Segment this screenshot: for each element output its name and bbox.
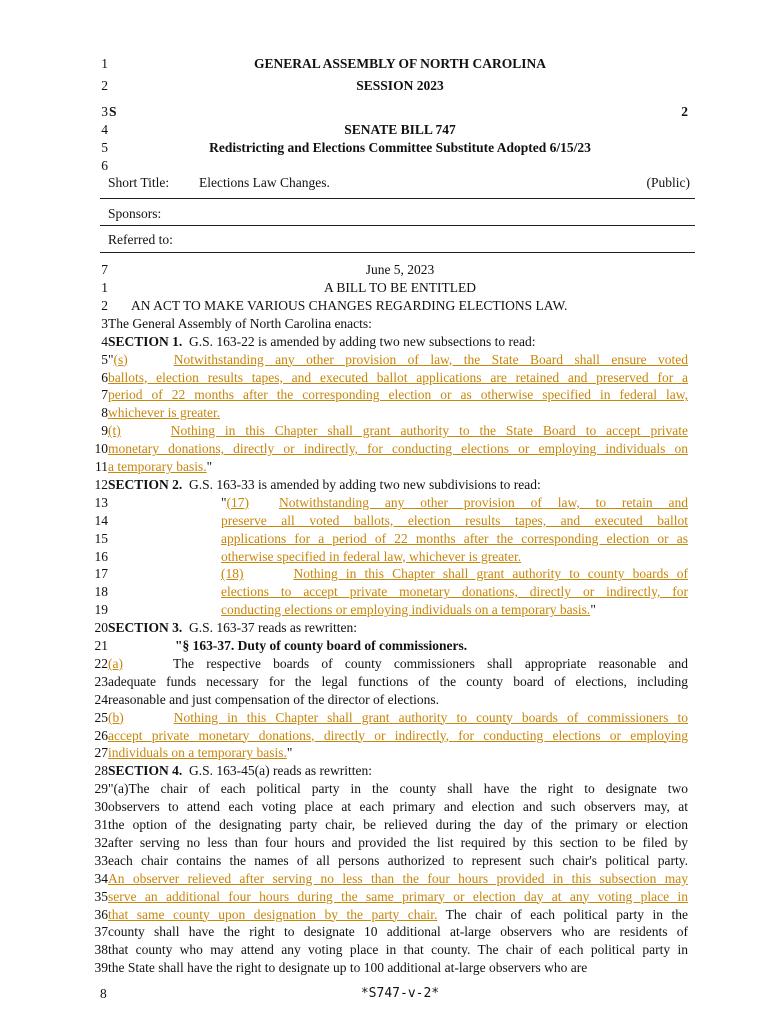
inserted-text: (s)	[113, 351, 128, 367]
line-number: 4	[101, 333, 108, 349]
bill-line	[108, 744, 688, 762]
line-number: 35	[94, 888, 108, 904]
act-title: AN ACT TO MAKE VARIOUS CHANGES REGARDING ELECTIONS LAW.	[131, 297, 568, 313]
bill-line	[108, 404, 688, 422]
line-number: 3	[101, 104, 108, 119]
inserted-text: that same county upon designation by the party chair.	[108, 906, 438, 922]
bill-line	[108, 691, 688, 709]
bill-line	[108, 315, 688, 333]
line-number: 9	[101, 423, 108, 439]
inserted-text: Nothing in this Chapter shall grant authority to county boards of	[293, 566, 688, 582]
line-number: 14	[94, 512, 108, 528]
inserted-text: a temporary basis.	[108, 459, 207, 474]
bill-text: adequate funds necessary for the legal functions of the county board of elections, including	[108, 673, 688, 689]
bill-line	[108, 458, 688, 476]
line-number: 38	[94, 942, 108, 958]
bill-line	[108, 673, 688, 691]
bill-line	[108, 852, 688, 870]
line-number: 28	[94, 763, 108, 779]
inserted-text: monetary donations, directly or indirectly, for conducting elections or employing individuals on	[108, 441, 688, 457]
line-number: 15	[94, 530, 108, 546]
line-number: 7	[101, 262, 108, 277]
bill-line	[108, 655, 688, 673]
divider	[100, 198, 695, 199]
inserted-text: (b)	[108, 709, 124, 725]
bill-text: after serving no less than four hours and provided the list required by this section to be filed by	[108, 834, 688, 850]
line-number: 24	[94, 691, 108, 707]
bill-text: the State shall have the right to designate up to 100 additional at-large observers who are	[108, 960, 588, 976]
section-label: SECTION 2.	[108, 476, 183, 492]
bill-line	[108, 780, 688, 798]
line-number: 6	[101, 158, 108, 173]
inserted-text: period of 22 months after the corresponding election or as otherwise specified in federal law,	[108, 387, 688, 403]
bill-line	[108, 369, 688, 387]
bill-line	[221, 601, 688, 619]
bill-line	[108, 351, 688, 369]
short-title-label: Short Title:	[108, 175, 170, 190]
bill-text: that county who may attend any voting place in that county. The chair of each political party in	[108, 942, 688, 958]
line-number: 37	[94, 924, 108, 940]
inserted-text: conducting elections or employing individuals on a temporary basis.	[221, 602, 591, 618]
inserted-text: preserve all voted ballots, election results tapes, and executed ballot	[221, 512, 688, 528]
bill-line	[108, 709, 688, 727]
inserted-text: serve an additional four hours during the same primary or election day at any voting place in	[108, 888, 688, 904]
bill-line	[108, 440, 688, 458]
line-number: 39	[94, 960, 108, 976]
bill-text: G.S. 163-45(a) reads as rewritten:	[189, 763, 372, 779]
line-number: 2	[101, 78, 108, 93]
line-number: 29	[94, 781, 108, 797]
quote-mark: "	[286, 745, 293, 761]
committee-substitute: Redistricting and Elections Committee Substitute Adopted 6/15/23	[209, 140, 591, 155]
bill-line	[108, 816, 688, 834]
document-version-code: *S747-v-2*	[360, 986, 440, 1001]
bill-line	[108, 870, 688, 888]
inserted-text: otherwise specified in federal law, whichever is greater.	[221, 548, 522, 564]
bill-line	[108, 941, 688, 959]
line-number: 2	[101, 297, 108, 313]
bill-text: county shall have the right to designate 10 additional at-large observers who are residents of	[108, 924, 688, 940]
line-number: 34	[94, 870, 108, 886]
section-label: SECTION 4.	[108, 763, 183, 779]
line-number: 23	[94, 673, 108, 689]
line-number: 17	[94, 566, 108, 582]
line-number: 20	[94, 620, 108, 636]
inserted-text: Notwithstanding any other provision of law, the State Board shall ensure voted	[173, 351, 688, 367]
bill-number: SENATE BILL 747	[344, 122, 456, 137]
inserted-text: Notwithstanding any other provision of law, to retain and	[279, 494, 688, 510]
line-number: 27	[94, 745, 108, 761]
quote-mark: "	[221, 494, 227, 510]
inserted-text: individuals on a temporary basis.	[108, 745, 287, 761]
line-number: 1	[101, 280, 108, 295]
bill-line	[221, 583, 688, 601]
divider	[100, 225, 695, 226]
session-title: SESSION 2023	[356, 78, 444, 93]
line-number: 1	[101, 56, 108, 71]
line-number: 36	[94, 906, 108, 922]
bill-line	[221, 565, 688, 583]
bill-line	[108, 727, 688, 745]
line-number: 5	[101, 140, 108, 155]
bill-line	[108, 888, 688, 906]
line-number: 33	[94, 852, 108, 868]
line-number: 4	[101, 122, 108, 137]
inserted-text: Nothing in this Chapter shall grant authority to county boards of commissioners to	[173, 709, 688, 725]
chamber-letter: S	[109, 104, 117, 119]
bill-line	[108, 333, 688, 351]
bill-text: G.S. 163-22 is amended by adding two new subsections to read:	[189, 333, 536, 349]
line-number: 11	[95, 459, 108, 474]
bill-text: The chair of each political party in the	[437, 906, 689, 922]
bill-entitled: A BILL TO BE ENTITLED	[324, 280, 476, 295]
line-number: 30	[94, 799, 108, 815]
line-number: 25	[94, 709, 108, 725]
section-heading: "§ 163-37. Duty of county board of commissioners.	[175, 638, 468, 653]
quote-mark: "	[108, 351, 114, 367]
inserted-text: elections to accept private monetary donations, directly or indirectly, for	[221, 584, 688, 600]
bill-text: each chair contains the names of all persons authorized to represent such chair's political party.	[108, 852, 688, 868]
bill-text: the option of the designating party chair, be relieved during the day of the primary or election	[108, 817, 688, 832]
bill-text: reasonable and just compensation of the director of elections.	[108, 691, 440, 707]
sponsors-label: Sponsors:	[108, 206, 162, 221]
section-label: SECTION 3.	[108, 620, 183, 636]
bill-line	[108, 959, 688, 977]
bill-line	[108, 762, 688, 780]
page-number: 8	[100, 986, 107, 1001]
bill-line	[221, 548, 688, 566]
line-number: 19	[94, 602, 108, 618]
line-number: 7	[101, 387, 108, 403]
inserted-text: (17)	[226, 494, 250, 510]
line-number: 12	[94, 476, 108, 492]
inserted-text: whichever is greater.	[108, 405, 221, 421]
line-number: 31	[94, 817, 108, 832]
bill-line	[108, 422, 688, 440]
quote-mark: "	[590, 602, 596, 618]
line-number: 6	[101, 369, 108, 385]
line-number: 26	[94, 727, 108, 743]
bill-line	[221, 530, 688, 548]
bill-line	[108, 906, 688, 924]
inserted-text: (18)	[221, 566, 244, 582]
divider	[100, 252, 695, 253]
inserted-text: ballots, election results tapes, and executed ballot applications are retained and preserved for a	[108, 369, 688, 385]
bill-text: The respective boards of county commissioners shall appropriate reasonable and	[172, 655, 688, 671]
bill-text: The chair of each political party in the county shall have the right to designate two	[128, 781, 688, 797]
inserted-text: (a)	[108, 655, 123, 671]
quote-mark: "	[206, 459, 213, 474]
bill-text: G.S. 163-33 is amended by adding two new subdivisions to read:	[189, 476, 541, 492]
bill-line	[108, 923, 688, 941]
line-number: 10	[94, 441, 108, 457]
bill-text: G.S. 163-37 reads as rewritten:	[189, 620, 357, 636]
line-number: 16	[94, 548, 108, 564]
bill-line	[108, 386, 688, 404]
bill-line	[221, 512, 688, 530]
bill-line	[108, 619, 688, 637]
inserted-text: accept private monetary donations, directly or indirectly, for conducting elections or employing	[108, 727, 688, 743]
line-number: 22	[94, 655, 108, 671]
bill-text: observers to attend each voting place at each primary and election and such observers may, at	[108, 799, 688, 815]
bill-line	[108, 476, 688, 494]
bill-line	[175, 637, 642, 655]
bill-line	[221, 494, 688, 512]
assembly-title: GENERAL ASSEMBLY OF NORTH CAROLINA	[253, 56, 547, 71]
short-title: Elections Law Changes.	[199, 175, 330, 190]
line-number: 5	[101, 351, 108, 367]
line-number: 32	[94, 834, 108, 850]
public-label: (Public)	[646, 175, 690, 190]
quote-mark: "(a)	[108, 781, 129, 797]
version-number: 2	[681, 104, 688, 119]
line-number: 13	[94, 494, 108, 510]
bill-text: The General Assembly of North Carolina enacts:	[108, 315, 372, 331]
bill-line	[108, 834, 688, 852]
inserted-text: Nothing in this Chapter shall grant authority to the State Board to accept private	[170, 423, 688, 439]
section-label: SECTION 1.	[108, 333, 183, 349]
inserted-text: An observer relieved after serving no less than the four hours provided in this subsection may	[108, 870, 688, 886]
bill-date: June 5, 2023	[365, 262, 435, 277]
line-number: 18	[94, 584, 108, 600]
bill-line	[108, 798, 688, 816]
referred-label: Referred to:	[108, 232, 173, 247]
inserted-text: (t)	[108, 423, 121, 439]
line-number: 8	[101, 405, 108, 421]
line-number: 3	[101, 315, 108, 331]
inserted-text: applications for a period of 22 months after the corresponding election or as	[221, 530, 688, 546]
line-number: 21	[94, 638, 108, 653]
